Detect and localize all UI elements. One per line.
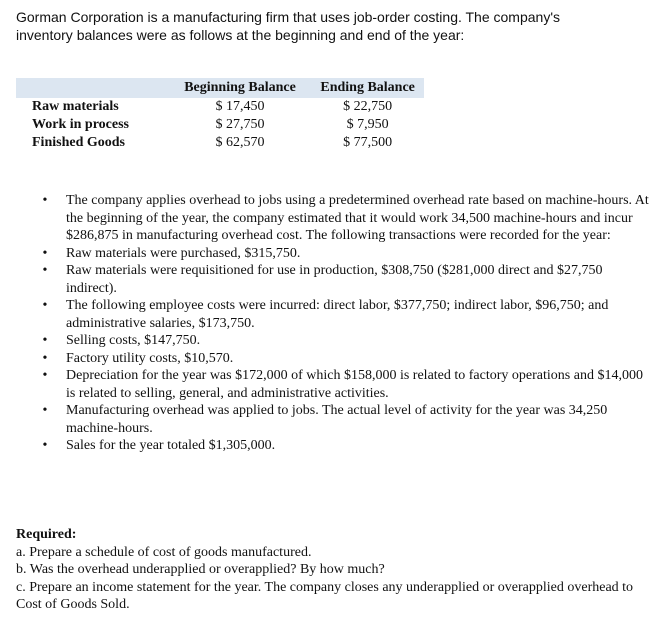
list-item: [40, 192, 650, 245]
bullet-icon: •: [42, 368, 48, 383]
row-label-raw-materials: Raw materials: [32, 99, 119, 114]
inventory-table: [16, 78, 424, 152]
list-item: [40, 262, 650, 297]
required-item-b: b. Was the overhead underapplied or overapplied? By how much?: [16, 562, 385, 577]
list-item-text: The company applies overhead to jobs using a predetermined overhead rate based on machine-hours. At the beginning of the year, the company estimated that it would work 34,500 machine-hours and incur $286,875 in manufacturing overhead cost. The following transactions were recorded for the year:: [66, 193, 649, 243]
table-row: [16, 98, 424, 116]
cell-beginning: $ 62,570: [215, 135, 265, 150]
list-item: [40, 332, 650, 350]
list-item: [40, 367, 650, 402]
table-header-row: [16, 78, 424, 98]
list-item-text: Raw materials were purchased, $315,750.: [66, 245, 301, 261]
intro-line: inventory balances were as follows at the beginning and end of the year:: [16, 27, 465, 43]
required-section: [16, 526, 656, 614]
bullet-icon: •: [42, 333, 48, 348]
cell-beginning: $ 17,450: [215, 99, 265, 114]
cell-ending: $ 22,750: [343, 99, 393, 114]
intro-line: Gorman Corporation is a manufacturing firm that uses job-order costing. The company's: [16, 9, 560, 25]
cell-beginning: $ 27,750: [215, 117, 265, 132]
list-item: [40, 245, 650, 263]
bullet-icon: •: [42, 350, 48, 366]
list-item: [40, 297, 650, 332]
table-row: [16, 116, 424, 134]
header-empty: [16, 78, 169, 98]
bullet-icon: •: [42, 245, 48, 261]
list-item-text: Raw materials were requisitioned for use in production, $308,750 ($281,000 direct and $27,750 indirect).: [66, 263, 603, 296]
cell-ending: $ 77,500: [343, 135, 393, 150]
row-label-work-in-process: Work in process: [32, 117, 129, 132]
row-label-finished-goods: Finished Goods: [32, 135, 125, 150]
list-item-text: Sales for the year totaled $1,305,000.: [66, 438, 276, 453]
list-item-text: The following employee costs were incurred: direct labor, $377,750; indirect labor, $96,750; and administrative salaries, $173,750.: [66, 298, 609, 331]
intro-paragraph: [16, 8, 656, 44]
bullet-icon: •: [42, 403, 48, 418]
table-row: [16, 134, 424, 152]
required-item-c: c. Prepare an income statement for the year. The company closes any underapplied or overapplied overhead to Cost of Goods Sold.: [16, 579, 634, 612]
header-ending-balance: Ending Balance: [320, 80, 415, 95]
bullet-icon: •: [42, 438, 48, 453]
list-item-text: Factory utility costs, $10,570.: [66, 350, 234, 366]
transactions-list: [40, 192, 650, 455]
list-item: [40, 402, 650, 437]
bullet-icon: •: [42, 193, 48, 208]
list-item: [40, 350, 650, 368]
bullet-icon: •: [42, 298, 48, 313]
header-beginning-balance: Beginning Balance: [184, 80, 296, 95]
list-item-text: Manufacturing overhead was applied to jobs. The actual level of activity for the year was 34,250 machine-hours.: [66, 403, 608, 436]
inventory-balances-table: [16, 78, 424, 152]
required-title: Required:: [16, 527, 77, 542]
bullet-icon: •: [42, 263, 48, 278]
cell-ending: $ 7,950: [346, 117, 389, 132]
list-item-text: Depreciation for the year was $172,000 of which $158,000 is related to factory operations and $14,000 is related to selling, general, and administrative activities.: [66, 368, 643, 401]
list-item-text: Selling costs, $147,750.: [66, 333, 201, 348]
list-item: [40, 437, 650, 455]
required-item-a: a. Prepare a schedule of cost of goods manufactured.: [16, 544, 312, 560]
